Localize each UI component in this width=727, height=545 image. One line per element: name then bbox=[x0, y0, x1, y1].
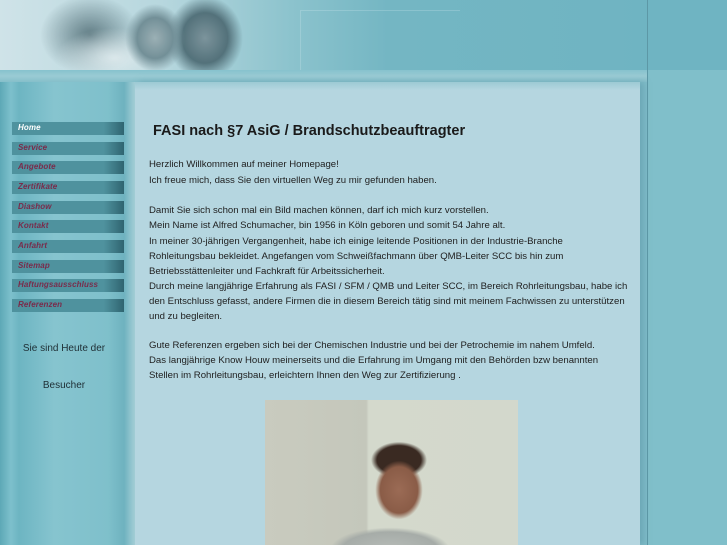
visitor-counter-label: Besucher bbox=[42, 380, 86, 391]
intro-text: Ich freue mich, dass Sie den virtuellen Weg zu mir gefunden haben. bbox=[149, 175, 437, 186]
nav-item-kontakt[interactable] bbox=[12, 220, 124, 233]
divider-line bbox=[647, 0, 648, 545]
nav-label: Sitemap bbox=[18, 261, 50, 270]
nav-item-anfahrt[interactable] bbox=[12, 240, 124, 253]
knowhow-text: Das langjährige Know Houw meinerseits und die Erfahrung im Umgang mit den Behörden bzw benannten Stellen im Rohrleitungsbau, erleichtern Ihnen den Weg zur Zertifizierung . bbox=[149, 355, 599, 381]
header-right-strip bbox=[647, 0, 727, 70]
content-top-edge bbox=[135, 82, 640, 90]
nav-item-diashow[interactable] bbox=[12, 201, 124, 214]
nav-item-haftungsausschluss[interactable] bbox=[12, 279, 124, 292]
name-text: Mein Name ist Alfred Schumacher, bin 1956 in Köln geboren und somit 54 Jahre alt. bbox=[149, 220, 506, 231]
experience-text: Durch meine langjährige Erfahrung als FASI / SFM / QMB und Leiter SCC, im Bereich Rohrleitungsbau, habe ich den Entschluss gefasst, andere Firmen die in diesem Bereich tätig sind mit meinem Fachwissen zu unterstützen und zu begleiten. bbox=[149, 281, 628, 322]
header-band bbox=[0, 70, 647, 82]
nav-item-service[interactable] bbox=[12, 142, 124, 155]
nav-item-sitemap[interactable] bbox=[12, 260, 124, 273]
intro-text-2: Damit Sie sich schon mal ein Bild machen können, darf ich mich kurz vorstellen. bbox=[149, 205, 489, 216]
page-title: FASI nach §7 AsiG / Brandschutzbeauftragter bbox=[153, 123, 466, 139]
portrait-photo bbox=[265, 400, 518, 545]
nav-label: Zertifikate bbox=[18, 182, 58, 191]
nav-label: Referenzen bbox=[18, 300, 63, 309]
nav-label: Service bbox=[18, 143, 48, 152]
visitor-counter-text: Sie sind Heute der bbox=[22, 343, 106, 354]
nav-label: Diashow bbox=[18, 202, 52, 211]
nav-item-angebote[interactable] bbox=[12, 161, 124, 174]
nav-label: Anfahrt bbox=[18, 241, 48, 250]
nav-item-zertifikate[interactable] bbox=[12, 181, 124, 194]
nav-label: Haftungsausschluss bbox=[18, 280, 99, 289]
nav-item-referenzen[interactable] bbox=[12, 299, 124, 312]
references-text: Gute Referenzen ergeben sich bei der Chemischen Industrie und bei der Petrochemie im nahem Umfeld. bbox=[149, 340, 595, 351]
welcome-text: Herzlich Willkommen auf meiner Homepage! bbox=[149, 159, 339, 170]
nav-item-home[interactable] bbox=[12, 122, 124, 135]
career-text: In meiner 30-jährigen Vergangenheit, habe ich einige leitende Positionen in der Industrie-Branche Rohleitungsbau bekleidet. Angefangen vom Schweißfachmann über QMB-Leiter SCC bis hin zum Betriebsstättenleiter und Fachkraft für Arbeitssicherheit. bbox=[149, 236, 564, 277]
nav-label: Kontakt bbox=[18, 221, 49, 230]
nav-label: Home bbox=[18, 123, 41, 132]
banner-couple-image bbox=[20, 0, 245, 70]
right-strip bbox=[648, 70, 727, 545]
banner-decoration bbox=[300, 10, 460, 70]
nav-label: Angebote bbox=[18, 162, 56, 171]
header-banner bbox=[0, 0, 647, 70]
